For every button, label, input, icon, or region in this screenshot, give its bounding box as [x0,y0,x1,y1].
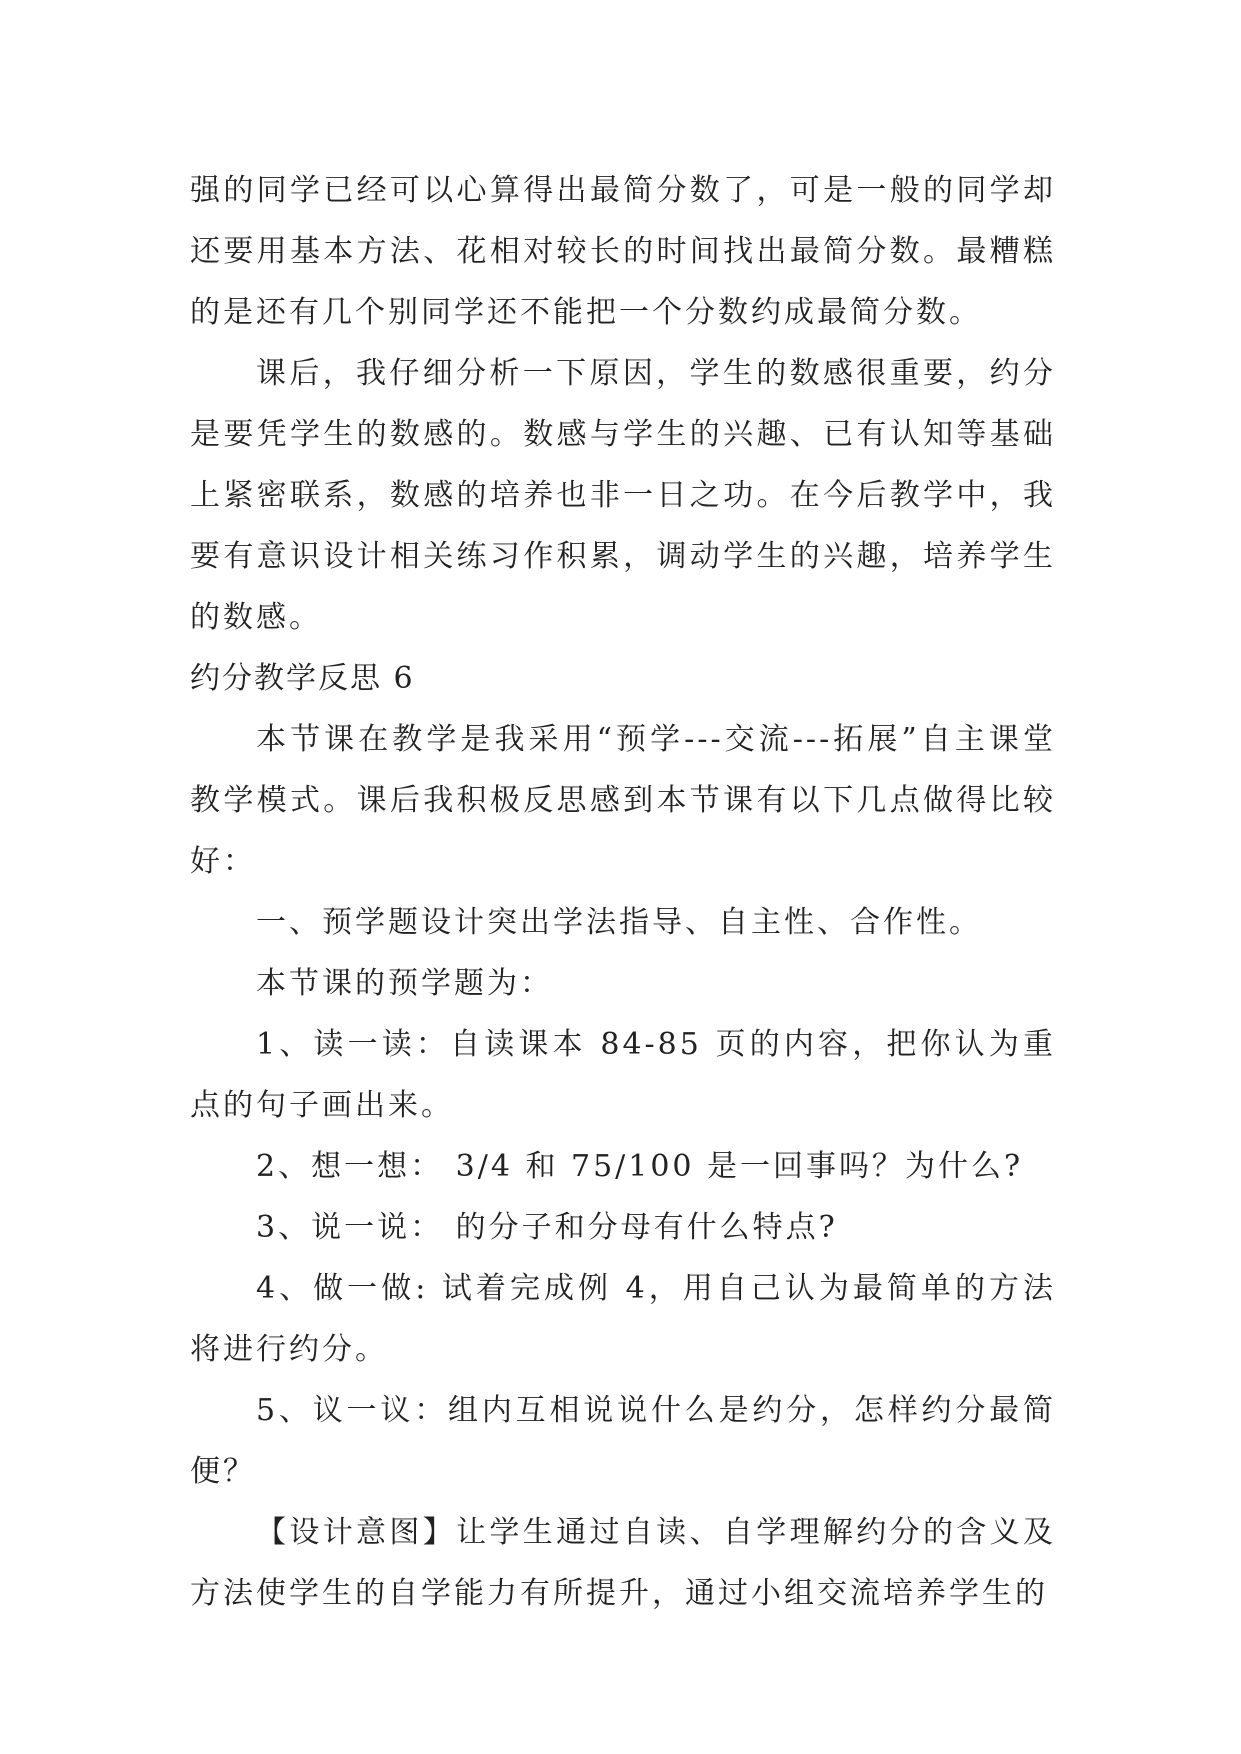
paragraph-prestudy-title: 本节课的预学题为： [256,966,553,1001]
paragraph-design-intent: 【设计意图】让学生通过自读、自学理解约分的含义及方法使学生的自学能力有所提升，通过小组交流培养学生的 [190,1515,1056,1611]
paragraph-continuation: 强的同学已经可以心算得出最简分数了，可是一般的同学却还要用基本方法、花相对较长的时间找出最简分数。最糟糕的是还有几个别同学还不能把一个分数约成最简分数。 [190,173,1056,330]
paragraph-reflection: 课后，我仔细分析一下原因，学生的数感很重要，约分是要凭学生的数感的。数感与学生的兴趣、已有认知等基础上紧密联系，数感的培养也非一日之功。在今后教学中，我要有意识设计相关练习作积累，调动学生的兴趣，培养学生的数感。 [190,356,1056,635]
paragraph-intro: 本节课在教学是我采用“预学---交流---拓展”自主课堂教学模式。课后我积极反思感到本节课有以下几点做得比较好： [190,722,1056,879]
paragraph-point-one: 一、预学题设计突出学法指导、自主性、合作性。 [256,905,982,940]
list-item-do: 4、做一做: 试着完成例 4，用自己认为最简单的方法将进行约分。 [190,1271,1056,1367]
list-item-discuss: 5、议一议：组内互相说说什么是约分，怎样约分最简便？ [190,1393,1056,1489]
section-heading: 约分教学反思 6 [190,661,415,696]
document-body [190,160,1056,1624]
list-item-read: 1、读一读：自读课本 84-85 页的内容，把你认为重点的句子画出来。 [190,1027,1056,1123]
list-item-think: 2、想一想： 3/4 和 75/100 是一回事吗？为什么? [256,1149,1024,1184]
list-item-say: 3、说一说： 的分子和分母有什么特点? [256,1210,838,1245]
